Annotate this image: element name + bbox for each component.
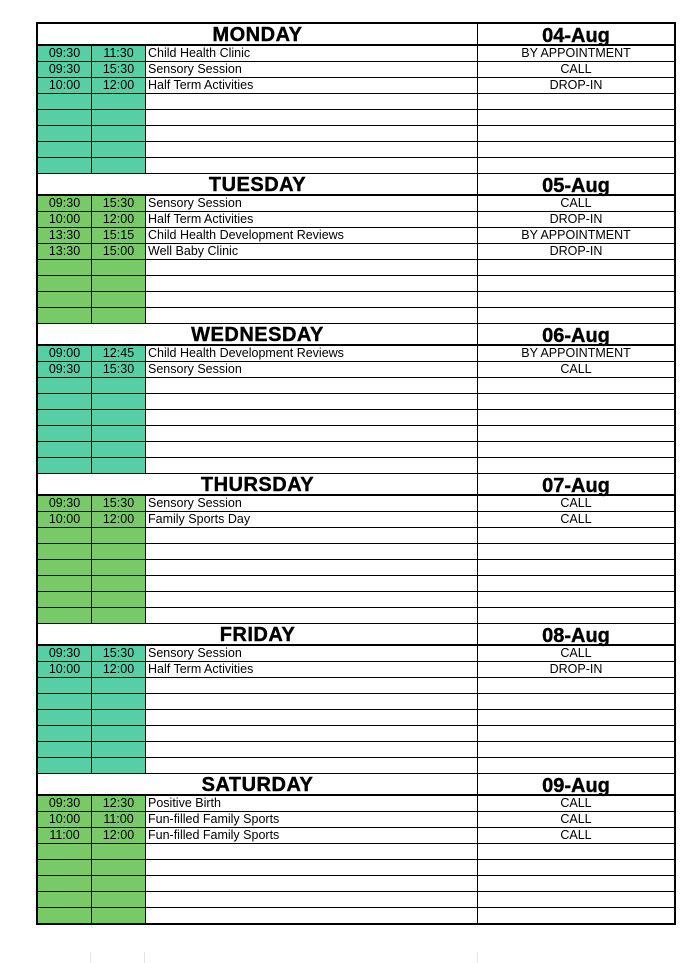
booking-type-cell — [478, 694, 674, 709]
day-header — [38, 774, 674, 796]
end-time-cell — [92, 742, 146, 757]
table-row — [38, 710, 674, 726]
end-time-cell — [92, 726, 146, 741]
day-name: WEDNESDAY — [38, 324, 478, 344]
start-time-cell: 10:00 — [38, 812, 92, 827]
start-time-cell: 10:00 — [38, 512, 92, 527]
table-row — [38, 528, 674, 544]
start-time-cell — [38, 710, 92, 725]
start-time-cell — [38, 742, 92, 757]
start-time-cell — [38, 308, 92, 323]
start-time-cell — [38, 908, 92, 923]
activity-cell: Sensory Session — [146, 496, 478, 511]
table-row — [38, 576, 674, 592]
end-time-cell — [92, 292, 146, 307]
activity-cell — [146, 378, 478, 393]
table-row — [38, 646, 674, 662]
activity-cell — [146, 126, 478, 141]
activity-cell — [146, 260, 478, 275]
activity-cell — [146, 158, 478, 173]
booking-type-cell — [478, 110, 674, 125]
start-time-cell — [38, 758, 92, 773]
activity-cell: Child Health Development Reviews — [146, 228, 478, 243]
start-time-cell: 11:00 — [38, 828, 92, 843]
booking-type-cell: CALL — [560, 196, 592, 210]
activity-cell — [146, 544, 478, 559]
day-name: TUESDAY — [38, 174, 478, 194]
booking-type-cell — [478, 158, 674, 173]
booking-type-cell — [478, 592, 674, 607]
day-name: SATURDAY — [38, 774, 478, 794]
table-row — [38, 694, 674, 710]
start-time-cell — [38, 142, 92, 157]
booking-type-cell — [478, 544, 674, 559]
activity-cell — [146, 742, 478, 757]
activity-cell — [146, 592, 478, 607]
end-time-cell: 15:30 — [92, 362, 146, 377]
end-time-cell — [92, 110, 146, 125]
table-row — [38, 758, 674, 773]
booking-type-cell — [478, 426, 674, 441]
table-row — [38, 812, 674, 828]
table-row — [38, 378, 674, 394]
table-row — [38, 496, 674, 512]
activity-cell — [146, 458, 478, 473]
booking-type-cell: CALL — [560, 646, 592, 660]
end-time-cell: 12:00 — [92, 828, 146, 843]
end-time-cell — [92, 426, 146, 441]
gridline — [90, 952, 91, 963]
end-time-cell — [92, 260, 146, 275]
booking-type-cell — [478, 844, 674, 859]
activity-cell — [146, 758, 478, 773]
end-time-cell: 15:30 — [92, 196, 146, 211]
end-time-cell — [92, 378, 146, 393]
start-time-cell: 09:30 — [38, 646, 92, 661]
start-time-cell — [38, 576, 92, 591]
end-time-cell: 15:30 — [92, 496, 146, 511]
end-time-cell: 12:45 — [92, 346, 146, 361]
end-time-cell — [92, 276, 146, 291]
activity-cell — [146, 308, 478, 323]
booking-type-cell — [478, 378, 674, 393]
activity-cell — [146, 694, 478, 709]
start-time-cell: 10:00 — [38, 78, 92, 93]
start-time-cell — [38, 694, 92, 709]
end-time-cell — [92, 892, 146, 907]
table-row — [38, 196, 674, 212]
activity-cell: Fun-filled Family Sports — [146, 828, 478, 843]
day-date: 04-Aug — [542, 25, 610, 47]
table-row — [38, 560, 674, 576]
end-time-cell — [92, 126, 146, 141]
activity-cell — [146, 528, 478, 543]
day-header — [38, 474, 674, 496]
gridline — [144, 952, 145, 963]
booking-type-cell: BY APPOINTMENT — [521, 346, 631, 360]
booking-type-cell — [478, 126, 674, 141]
start-time-cell — [38, 860, 92, 875]
booking-type-cell — [478, 292, 674, 307]
booking-type-cell — [478, 710, 674, 725]
activity-cell — [146, 94, 478, 109]
table-row — [38, 260, 674, 276]
end-time-cell — [92, 142, 146, 157]
table-row — [38, 394, 674, 410]
table-row — [38, 228, 674, 244]
start-time-cell: 09:30 — [38, 496, 92, 511]
start-time-cell — [38, 844, 92, 859]
end-time-cell — [92, 694, 146, 709]
table-row — [38, 860, 674, 876]
activity-cell — [146, 710, 478, 725]
booking-type-cell — [478, 908, 674, 923]
end-time-cell: 11:00 — [92, 812, 146, 827]
start-time-cell: 09:30 — [38, 196, 92, 211]
table-row — [38, 458, 674, 473]
table-row — [38, 892, 674, 908]
activity-cell: Positive Birth — [146, 796, 478, 811]
start-time-cell — [38, 544, 92, 559]
booking-type-cell: CALL — [560, 62, 592, 76]
table-row — [38, 308, 674, 323]
start-time-cell: 09:30 — [38, 796, 92, 811]
booking-type-cell — [478, 726, 674, 741]
end-time-cell: 12:00 — [92, 78, 146, 93]
table-row — [38, 442, 674, 458]
booking-type-cell: CALL — [560, 828, 592, 842]
timetable — [36, 22, 676, 925]
booking-type-cell — [478, 394, 674, 409]
table-row — [38, 78, 674, 94]
activity-cell: Sensory Session — [146, 362, 478, 377]
activity-cell: Child Health Development Reviews — [146, 346, 478, 361]
booking-type-cell — [478, 678, 674, 693]
start-time-cell — [38, 292, 92, 307]
end-time-cell — [92, 860, 146, 875]
start-time-cell — [38, 394, 92, 409]
table-row — [38, 726, 674, 742]
booking-type-cell — [478, 142, 674, 157]
booking-type-cell: DROP-IN — [549, 78, 603, 92]
table-row — [38, 126, 674, 142]
start-time-cell — [38, 126, 92, 141]
table-row — [38, 362, 674, 378]
table-row — [38, 876, 674, 892]
activity-cell — [146, 892, 478, 907]
activity-cell — [146, 426, 478, 441]
end-time-cell — [92, 410, 146, 425]
start-time-cell: 10:00 — [38, 662, 92, 677]
day-section-monday — [38, 24, 674, 173]
table-row — [38, 94, 674, 110]
end-time-cell — [92, 544, 146, 559]
start-time-cell — [38, 592, 92, 607]
activity-cell: Half Term Activities — [146, 662, 478, 677]
start-time-cell — [38, 378, 92, 393]
day-section-wednesday — [38, 323, 674, 473]
table-row — [38, 244, 674, 260]
end-time-cell — [92, 678, 146, 693]
day-header — [38, 174, 674, 196]
start-time-cell: 09:30 — [38, 362, 92, 377]
table-row — [38, 742, 674, 758]
start-time-cell — [38, 94, 92, 109]
end-time-cell — [92, 394, 146, 409]
activity-cell — [146, 560, 478, 575]
end-time-cell — [92, 608, 146, 623]
booking-type-cell: BY APPOINTMENT — [521, 228, 631, 242]
start-time-cell — [38, 110, 92, 125]
gridline — [477, 952, 478, 963]
start-time-cell: 10:00 — [38, 212, 92, 227]
end-time-cell: 12:30 — [92, 796, 146, 811]
end-time-cell — [92, 844, 146, 859]
activity-cell: Sensory Session — [146, 646, 478, 661]
booking-type-cell — [478, 560, 674, 575]
table-row — [38, 544, 674, 560]
day-date: 06-Aug — [542, 325, 610, 347]
end-time-cell: 12:00 — [92, 212, 146, 227]
start-time-cell — [38, 726, 92, 741]
start-time-cell — [38, 608, 92, 623]
booking-type-cell — [478, 876, 674, 891]
booking-type-cell — [478, 442, 674, 457]
end-time-cell — [92, 576, 146, 591]
table-row — [38, 276, 674, 292]
activity-cell: Sensory Session — [146, 62, 478, 77]
start-time-cell: 09:30 — [38, 46, 92, 61]
table-row — [38, 46, 674, 62]
start-time-cell — [38, 442, 92, 457]
activity-cell: Fun-filled Family Sports — [146, 812, 478, 827]
day-header — [38, 24, 674, 46]
booking-type-cell: BY APPOINTMENT — [521, 46, 631, 60]
activity-cell — [146, 844, 478, 859]
start-time-cell — [38, 528, 92, 543]
start-time-cell — [38, 410, 92, 425]
end-time-cell: 15:30 — [92, 62, 146, 77]
day-header — [38, 324, 674, 346]
activity-cell: Sensory Session — [146, 196, 478, 211]
table-row — [38, 678, 674, 694]
booking-type-cell: CALL — [560, 512, 592, 526]
end-time-cell — [92, 908, 146, 923]
activity-cell — [146, 860, 478, 875]
day-section-thursday — [38, 473, 674, 623]
end-time-cell — [92, 308, 146, 323]
start-time-cell: 13:30 — [38, 228, 92, 243]
day-date: 09-Aug — [542, 775, 610, 797]
day-name: MONDAY — [38, 24, 478, 44]
activity-cell: Child Health Clinic — [146, 46, 478, 61]
booking-type-cell: CALL — [560, 496, 592, 510]
booking-type-cell — [478, 410, 674, 425]
booking-type-cell — [478, 742, 674, 757]
start-time-cell — [38, 678, 92, 693]
day-date: 07-Aug — [542, 475, 610, 497]
activity-cell — [146, 292, 478, 307]
day-header — [38, 624, 674, 646]
table-row — [38, 110, 674, 126]
booking-type-cell: CALL — [560, 796, 592, 810]
table-row — [38, 796, 674, 812]
activity-cell: Half Term Activities — [146, 78, 478, 93]
activity-cell — [146, 726, 478, 741]
activity-cell: Well Baby Clinic — [146, 244, 478, 259]
end-time-cell — [92, 458, 146, 473]
table-row — [38, 346, 674, 362]
booking-type-cell: DROP-IN — [549, 662, 603, 676]
activity-cell — [146, 410, 478, 425]
table-row — [38, 592, 674, 608]
booking-type-cell — [478, 260, 674, 275]
end-time-cell: 15:30 — [92, 646, 146, 661]
end-time-cell — [92, 876, 146, 891]
activity-cell: Family Sports Day — [146, 512, 478, 527]
day-section-tuesday — [38, 173, 674, 323]
activity-cell — [146, 576, 478, 591]
booking-type-cell — [478, 528, 674, 543]
booking-type-cell: DROP-IN — [549, 244, 603, 258]
activity-cell: Half Term Activities — [146, 212, 478, 227]
booking-type-cell: CALL — [560, 812, 592, 826]
end-time-cell — [92, 442, 146, 457]
start-time-cell — [38, 892, 92, 907]
end-time-cell — [92, 758, 146, 773]
day-name: THURSDAY — [38, 474, 478, 494]
start-time-cell — [38, 158, 92, 173]
start-time-cell — [38, 260, 92, 275]
end-time-cell: 12:00 — [92, 662, 146, 677]
end-time-cell: 12:00 — [92, 512, 146, 527]
start-time-cell — [38, 876, 92, 891]
table-row — [38, 844, 674, 860]
activity-cell — [146, 608, 478, 623]
booking-type-cell: DROP-IN — [549, 212, 603, 226]
activity-cell — [146, 876, 478, 891]
table-row — [38, 212, 674, 228]
end-time-cell — [92, 528, 146, 543]
end-time-cell — [92, 94, 146, 109]
activity-cell — [146, 110, 478, 125]
activity-cell — [146, 276, 478, 291]
end-time-cell — [92, 592, 146, 607]
table-row — [38, 608, 674, 623]
table-row — [38, 512, 674, 528]
day-section-friday — [38, 623, 674, 773]
day-section-saturday — [38, 773, 674, 923]
booking-type-cell — [478, 892, 674, 907]
activity-cell — [146, 678, 478, 693]
start-time-cell: 09:30 — [38, 62, 92, 77]
booking-type-cell — [478, 308, 674, 323]
start-time-cell — [38, 560, 92, 575]
end-time-cell — [92, 158, 146, 173]
table-row — [38, 426, 674, 442]
table-row — [38, 292, 674, 308]
booking-type-cell — [478, 576, 674, 591]
activity-cell — [146, 394, 478, 409]
booking-type-cell — [478, 758, 674, 773]
end-time-cell: 11:30 — [92, 46, 146, 61]
booking-type-cell — [478, 860, 674, 875]
start-time-cell: 09:00 — [38, 346, 92, 361]
booking-type-cell — [478, 94, 674, 109]
start-time-cell: 13:30 — [38, 244, 92, 259]
table-row — [38, 828, 674, 844]
table-row — [38, 142, 674, 158]
booking-type-cell — [478, 276, 674, 291]
day-date: 05-Aug — [542, 175, 610, 197]
start-time-cell — [38, 276, 92, 291]
end-time-cell — [92, 710, 146, 725]
booking-type-cell — [478, 608, 674, 623]
activity-cell — [146, 908, 478, 923]
start-time-cell — [38, 426, 92, 441]
start-time-cell — [38, 458, 92, 473]
day-name: FRIDAY — [38, 624, 478, 644]
activity-cell — [146, 442, 478, 457]
table-row — [38, 158, 674, 173]
end-time-cell: 15:15 — [92, 228, 146, 243]
table-row — [38, 62, 674, 78]
booking-type-cell: CALL — [560, 362, 592, 376]
table-row — [38, 908, 674, 923]
end-time-cell: 15:00 — [92, 244, 146, 259]
end-time-cell — [92, 560, 146, 575]
activity-cell — [146, 142, 478, 157]
table-row — [38, 662, 674, 678]
booking-type-cell — [478, 458, 674, 473]
table-row — [38, 410, 674, 426]
day-date: 08-Aug — [542, 625, 610, 647]
